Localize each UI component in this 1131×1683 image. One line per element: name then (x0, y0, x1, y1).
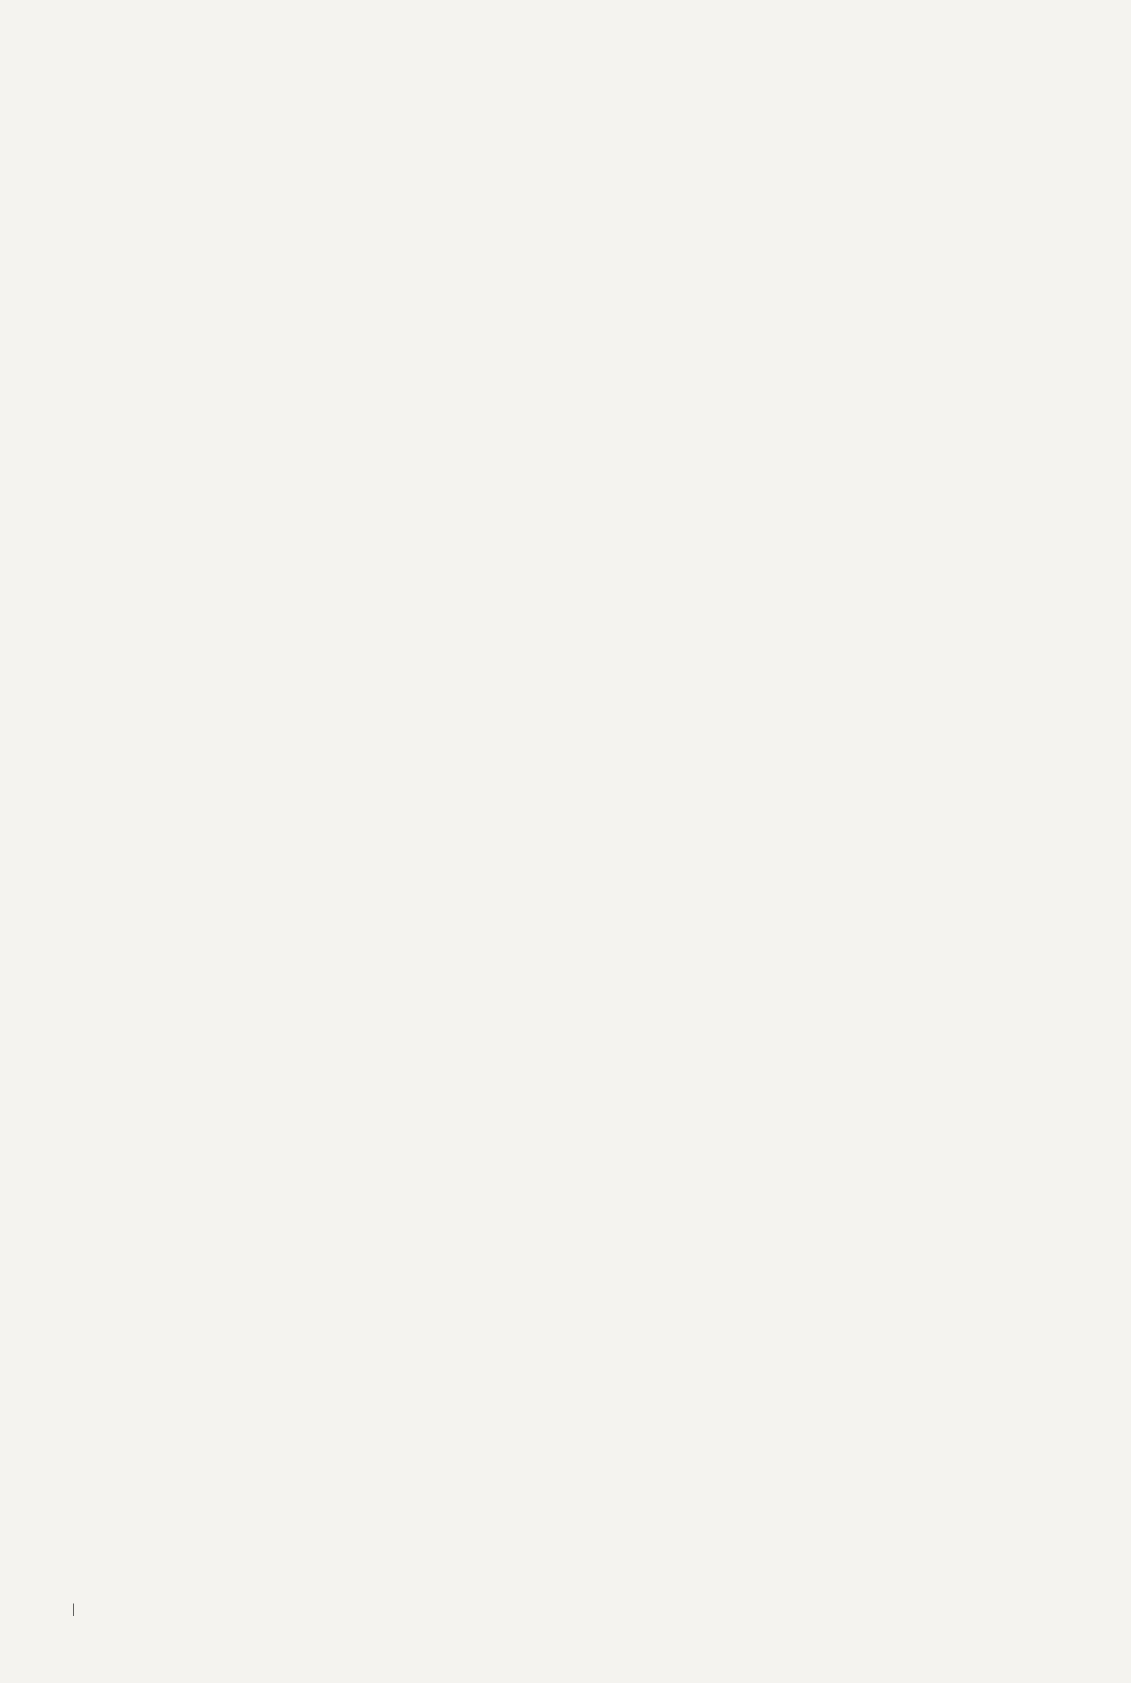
footer: | (72, 1602, 84, 1617)
